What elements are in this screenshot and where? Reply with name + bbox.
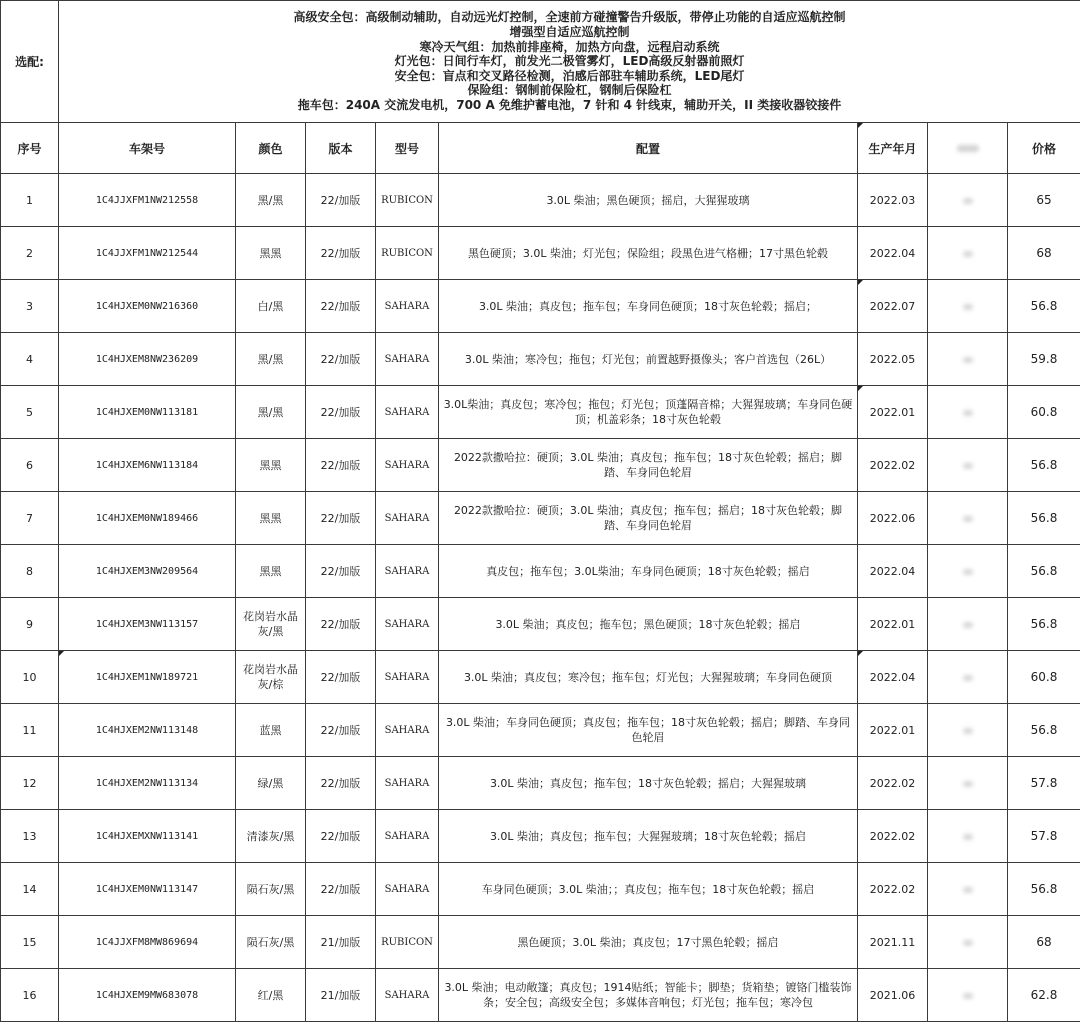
- redaction-blur: [963, 304, 973, 310]
- cell-config: 车身同色硬顶；3.0L 柴油；；真皮包；拖车包；18寸灰色轮毂；摇启: [439, 863, 858, 916]
- cell-version: 22/加版: [306, 386, 376, 439]
- table-row: [1, 386, 1080, 439]
- cell-redacted: [928, 386, 1008, 439]
- cell-color: 花岗岩水晶灰/黑: [236, 598, 306, 651]
- redaction-blur: [963, 940, 973, 946]
- cell-model: SAHARA: [376, 545, 439, 598]
- cell-color: 花岗岩水晶灰/棕: [236, 651, 306, 704]
- cell-config: 3.0L 柴油；车身同色硬顶；真皮包；拖车包；18寸灰色轮毂；摇启；脚踏、车身同色轮眉: [439, 704, 858, 757]
- cell-version: 22/加版: [306, 598, 376, 651]
- cell-color: 清漆灰/黑: [236, 810, 306, 863]
- cell-redacted: [928, 704, 1008, 757]
- cell-date: 2022.02: [858, 439, 928, 492]
- cell-seq: 10: [1, 651, 59, 704]
- cell-seq: 15: [1, 916, 59, 969]
- cell-redacted: [928, 227, 1008, 280]
- cell-vin: 1C4JJXFM8MW869694: [59, 916, 236, 969]
- options-line: 保险组：钢制前保险杠，钢制后保险杠: [467, 83, 672, 98]
- cell-color: 黑黑: [236, 545, 306, 598]
- cell-config: 3.0L 柴油；真皮包；拖车包；18寸灰色轮毂；摇启；大猩猩玻璃: [439, 757, 858, 810]
- cell-version: 22/加版: [306, 439, 376, 492]
- cell-price: 56.8: [1008, 439, 1080, 492]
- table-row: [1, 492, 1080, 545]
- cell-redacted: [928, 333, 1008, 386]
- redaction-blur: [963, 251, 973, 257]
- cell-config: 3.0L 柴油；真皮包；拖车包；车身同色硬顶；18寸灰色轮毂；摇启；: [439, 280, 858, 333]
- cell-seq: 11: [1, 704, 59, 757]
- header-redacted: [928, 123, 1008, 174]
- cell-date: 2022.07: [858, 280, 928, 333]
- cell-color: 陨石灰/黑: [236, 916, 306, 969]
- cell-color: 黑黑: [236, 227, 306, 280]
- cell-date: 2021.06: [858, 969, 928, 1022]
- cell-seq: 1: [1, 174, 59, 227]
- table-row: [1, 810, 1080, 863]
- cell-color: 绿/黑: [236, 757, 306, 810]
- cell-price: 56.8: [1008, 704, 1080, 757]
- cell-config: 3.0L 柴油；黑色硬顶；摇启，大猩猩玻璃: [439, 174, 858, 227]
- cell-seq: 16: [1, 969, 59, 1022]
- cell-redacted: [928, 969, 1008, 1022]
- table-row: [1, 651, 1080, 704]
- cell-vin: 1C4HJXEM3NW113157: [59, 598, 236, 651]
- options-line: 灯光包：日间行车灯，前发光二极管雾灯，LED高级反射器前照灯: [394, 54, 745, 69]
- cell-vin: 1C4HJXEM2NW113148: [59, 704, 236, 757]
- cell-color: 黑/黑: [236, 386, 306, 439]
- cell-seq: 7: [1, 492, 59, 545]
- cell-seq: 4: [1, 333, 59, 386]
- cell-color: 陨石灰/黑: [236, 863, 306, 916]
- table-row: [1, 439, 1080, 492]
- cell-price: 56.8: [1008, 280, 1080, 333]
- cell-config: 2022款撒哈拉：硬顶；3.0L 柴油；真皮包；拖车包；18寸灰色轮毂；摇启；脚踏、车身同色轮眉: [439, 439, 858, 492]
- cell-model: SAHARA: [376, 280, 439, 333]
- table-row: [1, 598, 1080, 651]
- table-row: [1, 545, 1080, 598]
- cell-color: 蓝黑: [236, 704, 306, 757]
- cell-redacted: [928, 598, 1008, 651]
- cell-vin: 1C4HJXEM0NW216360: [59, 280, 236, 333]
- redaction-blur: [963, 463, 973, 469]
- cell-vin: 1C4HJXEMXNW113141: [59, 810, 236, 863]
- options-line: 寒冷天气组：加热前排座椅，加热方向盘，远程启动系统: [419, 39, 720, 54]
- cell-vin: 1C4HJXEM0NW189466: [59, 492, 236, 545]
- header-version: 版本: [306, 123, 376, 174]
- cell-vin: 1C4JJXFM1NW212544: [59, 227, 236, 280]
- redaction-blur: [963, 622, 973, 628]
- cell-config: 3.0L 柴油；真皮包；拖车包；大猩猩玻璃；18寸灰色轮毂；摇启: [439, 810, 858, 863]
- cell-model: SAHARA: [376, 969, 439, 1022]
- cell-version: 22/加版: [306, 863, 376, 916]
- cell-model: RUBICON: [376, 916, 439, 969]
- cell-version: 22/加版: [306, 651, 376, 704]
- cell-seq: 6: [1, 439, 59, 492]
- cell-price: 57.8: [1008, 757, 1080, 810]
- cell-date: 2022.03: [858, 174, 928, 227]
- cell-price: 59.8: [1008, 333, 1080, 386]
- cell-color: 黑/黑: [236, 174, 306, 227]
- cell-model: SAHARA: [376, 386, 439, 439]
- cell-version: 22/加版: [306, 757, 376, 810]
- cell-version: 22/加版: [306, 492, 376, 545]
- header-row: [1, 123, 1080, 174]
- cell-date: 2022.02: [858, 757, 928, 810]
- cell-price: 60.8: [1008, 386, 1080, 439]
- header-vin: 车架号: [59, 123, 236, 174]
- cell-date: 2022.04: [858, 651, 928, 704]
- cell-config: 黑色硬顶；3.0L 柴油；灯光包；保险组；段黑色进气格栅；17寸黑色轮毂: [439, 227, 858, 280]
- cell-config: 3.0L 柴油；寒冷包；拖包；灯光包；前置越野摄像头；客户首选包（26L）: [439, 333, 858, 386]
- cell-date: 2022.02: [858, 810, 928, 863]
- cell-seq: 3: [1, 280, 59, 333]
- cell-date: 2022.01: [858, 598, 928, 651]
- cell-config: 3.0L柴油；真皮包；寒冷包；拖包；灯光包；顶蓬隔音棉；大猩猩玻璃；车身同色硬顶；机盖彩条；18寸灰色轮毂: [439, 386, 858, 439]
- header-model: 型号: [376, 123, 439, 174]
- cell-config: 3.0L 柴油；电动敞篷；真皮包；1914贴纸；智能卡；脚垫；货箱垫；镀铬门槛装饰条；安全包；高级安全包；多媒体音响包；灯光包；拖车包；寒冷包: [439, 969, 858, 1022]
- cell-date: 2022.04: [858, 545, 928, 598]
- cell-vin: 1C4HJXEM2NW113134: [59, 757, 236, 810]
- table-row: [1, 969, 1080, 1022]
- header-price: 价格: [1008, 123, 1080, 174]
- cell-model: RUBICON: [376, 174, 439, 227]
- cell-version: 22/加版: [306, 227, 376, 280]
- redaction-blur: [963, 357, 973, 363]
- cell-config: 黑色硬顶；3.0L 柴油；真皮包；17寸黑色轮毂；摇启: [439, 916, 858, 969]
- cell-price: 68: [1008, 916, 1080, 969]
- cell-color: 红/黑: [236, 969, 306, 1022]
- cell-date: 2022.04: [858, 227, 928, 280]
- cell-price: 56.8: [1008, 492, 1080, 545]
- cell-version: 22/加版: [306, 280, 376, 333]
- table-row: [1, 863, 1080, 916]
- cell-date: 2022.05: [858, 333, 928, 386]
- options-line: 高级安全包：高级制动辅助，自动远光灯控制，全速前方碰撞警告升级版，带停止功能的自适应巡航控制: [293, 10, 846, 25]
- cell-redacted: [928, 757, 1008, 810]
- cell-redacted: [928, 651, 1008, 704]
- cell-vin: 1C4HJXEM1NW189721: [59, 651, 236, 704]
- redaction-blur: [963, 198, 973, 204]
- header-color: 颜色: [236, 123, 306, 174]
- table-row: [1, 916, 1080, 969]
- cell-vin: 1C4JJXFM1NW212558: [59, 174, 236, 227]
- cell-date: 2022.06: [858, 492, 928, 545]
- cell-vin: 1C4HJXEM3NW209564: [59, 545, 236, 598]
- cell-seq: 12: [1, 757, 59, 810]
- options-line: 安全包：盲点和交叉路径检测，泊感后部驻车辅助系统，LED尾灯: [394, 68, 745, 83]
- redaction-blur: [957, 145, 979, 152]
- cell-version: 21/加版: [306, 916, 376, 969]
- cell-seq: 14: [1, 863, 59, 916]
- redaction-blur: [963, 410, 973, 416]
- cell-redacted: [928, 280, 1008, 333]
- cell-seq: 13: [1, 810, 59, 863]
- cell-version: 22/加版: [306, 704, 376, 757]
- cell-model: RUBICON: [376, 227, 439, 280]
- cell-model: SAHARA: [376, 651, 439, 704]
- table-row: [1, 757, 1080, 810]
- cell-price: 68: [1008, 227, 1080, 280]
- cell-model: SAHARA: [376, 492, 439, 545]
- options-list: [59, 1, 1080, 123]
- table-row: [1, 333, 1080, 386]
- cell-color: 黑/黑: [236, 333, 306, 386]
- cell-price: 56.8: [1008, 598, 1080, 651]
- cell-seq: 9: [1, 598, 59, 651]
- redaction-blur: [963, 569, 973, 575]
- cell-vin: 1C4HJXEM6NW113184: [59, 439, 236, 492]
- options-line: 增强型自适应巡航控制: [509, 25, 630, 40]
- redaction-blur: [963, 675, 973, 681]
- cell-price: 65: [1008, 174, 1080, 227]
- cell-redacted: [928, 916, 1008, 969]
- cell-seq: 8: [1, 545, 59, 598]
- cell-model: SAHARA: [376, 810, 439, 863]
- cell-seq: 2: [1, 227, 59, 280]
- cell-version: 22/加版: [306, 333, 376, 386]
- cell-redacted: [928, 863, 1008, 916]
- cell-vin: 1C4HJXEM0NW113181: [59, 386, 236, 439]
- table-row: [1, 280, 1080, 333]
- cell-model: SAHARA: [376, 333, 439, 386]
- cell-date: 2022.02: [858, 863, 928, 916]
- cell-color: 黑黑: [236, 439, 306, 492]
- cell-price: 60.8: [1008, 651, 1080, 704]
- cell-config: 真皮包；拖车包；3.0L柴油；车身同色硬顶；18寸灰色轮毂；摇启: [439, 545, 858, 598]
- cell-config: 3.0L 柴油；真皮包；寒冷包；拖车包；灯光包；大猩猩玻璃；车身同色硬顶: [439, 651, 858, 704]
- cell-config: 3.0L 柴油；真皮包；拖车包；黑色硬顶；18寸灰色轮毂；摇启: [439, 598, 858, 651]
- redaction-blur: [963, 781, 973, 787]
- options-line: 拖车包：240A 交流发电机，700 A 免维护蓄电池，7 针和 4 针线束，辅助开关，II 类接收器铰接件: [297, 97, 842, 112]
- cell-version: 22/加版: [306, 174, 376, 227]
- cell-price: 56.8: [1008, 863, 1080, 916]
- header-date: 生产年月: [858, 123, 928, 174]
- cell-redacted: [928, 492, 1008, 545]
- cell-date: 2022.01: [858, 386, 928, 439]
- header-seq: 序号: [1, 123, 59, 174]
- options-row: [1, 1, 1080, 123]
- cell-color: 白/黑: [236, 280, 306, 333]
- redaction-blur: [963, 887, 973, 893]
- redaction-blur: [963, 993, 973, 999]
- cell-model: SAHARA: [376, 704, 439, 757]
- table-row: [1, 174, 1080, 227]
- cell-seq: 5: [1, 386, 59, 439]
- redaction-blur: [963, 728, 973, 734]
- cell-version: 22/加版: [306, 810, 376, 863]
- cell-date: 2021.11: [858, 916, 928, 969]
- cell-price: 62.8: [1008, 969, 1080, 1022]
- cell-redacted: [928, 439, 1008, 492]
- cell-version: 21/加版: [306, 969, 376, 1022]
- cell-price: 57.8: [1008, 810, 1080, 863]
- cell-model: SAHARA: [376, 598, 439, 651]
- table-row: [1, 227, 1080, 280]
- cell-color: 黑黑: [236, 492, 306, 545]
- cell-vin: 1C4HJXEM8NW236209: [59, 333, 236, 386]
- cell-date: 2022.01: [858, 704, 928, 757]
- cell-redacted: [928, 545, 1008, 598]
- cell-price: 56.8: [1008, 545, 1080, 598]
- table-row: [1, 704, 1080, 757]
- cell-redacted: [928, 174, 1008, 227]
- cell-vin: 1C4HJXEM0NW113147: [59, 863, 236, 916]
- cell-redacted: [928, 810, 1008, 863]
- cell-model: SAHARA: [376, 863, 439, 916]
- header-config: 配置: [439, 123, 858, 174]
- cell-model: SAHARA: [376, 439, 439, 492]
- options-label: 选配:: [1, 1, 59, 123]
- cell-model: SAHARA: [376, 757, 439, 810]
- redaction-blur: [963, 516, 973, 522]
- cell-vin: 1C4HJXEM9MW683078: [59, 969, 236, 1022]
- redaction-blur: [963, 834, 973, 840]
- cell-version: 22/加版: [306, 545, 376, 598]
- cell-config: 2022款撒哈拉：硬顶；3.0L 柴油；真皮包；拖车包；摇启；18寸灰色轮毂；脚踏、车身同色轮眉: [439, 492, 858, 545]
